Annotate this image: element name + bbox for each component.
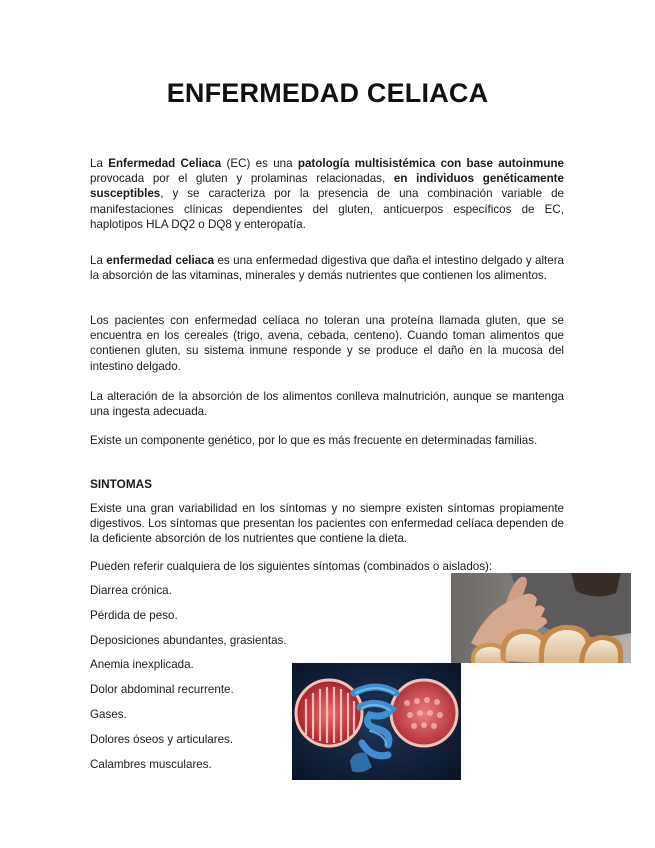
section-heading-sintomas: SINTOMAS bbox=[90, 477, 153, 491]
list-item: Deposiciones abundantes, grasientas. bbox=[90, 633, 287, 647]
list-item: Calambres musculares. bbox=[90, 757, 212, 771]
text-run: La bbox=[90, 254, 107, 267]
paragraph-digestive bbox=[90, 253, 564, 283]
list-item: Dolores óseos y articulares. bbox=[90, 732, 234, 746]
symptoms-list bbox=[90, 583, 287, 781]
list-item: Gases. bbox=[90, 707, 127, 721]
page-title: ENFERMEDAD CELIACA bbox=[166, 78, 489, 108]
intestine-illustration bbox=[292, 663, 461, 780]
text-run: La bbox=[90, 157, 109, 170]
bold-term: en individuos genéticamente susceptibles bbox=[90, 172, 564, 201]
text-run: es una enfermedad digestiva que daña el intestino delgado y altera la absorción de las vitaminas, minerales y demás nutrientes que contienen los alimentos. bbox=[90, 254, 565, 283]
list-item: Dolor abdominal recurrente. bbox=[90, 683, 234, 697]
list-item: Diarrea crónica. bbox=[90, 584, 172, 597]
text-run: , y se caracteriza por la presencia de una combinación variable de manifestaciones clínicas dependientes del gluten, anticuerpos específicos de EC, haplotipos HLA DQ2 o DQ8 y enteropatía. bbox=[90, 187, 564, 231]
bold-term: patología multisistémica con base autoinmune bbox=[297, 157, 564, 170]
paragraph-symptoms-lead: Pueden referir cualquiera de los siguientes síntomas (combinados o aislados): bbox=[90, 560, 493, 573]
bold-term: Enfermedad Celiaca bbox=[108, 157, 222, 170]
paragraph-malnutrition: La alteración de la absorción de los alimentos conlleva malnutrición, aunque se mantenga una ingesta adecuada. bbox=[90, 390, 564, 419]
list-item: Anemia inexplicada. bbox=[90, 658, 194, 672]
bold-term: enfermedad celiaca bbox=[106, 254, 215, 267]
list-item: Pérdida de peso. bbox=[90, 608, 178, 622]
paragraph-symptoms-intro: Existe una gran variabilidad en los síntomas y no siempre existen síntomas propiamente digestivos. Los síntomas que presentan los pacientes con enfermedad celíaca dependen de la deficiente absorción de los nutrientes que contiene la dieta. bbox=[90, 502, 564, 546]
paragraph-definition bbox=[90, 156, 564, 232]
paragraph-genetic: Existe un componente genético, por lo que es más frecuente en determinadas familias. bbox=[90, 434, 538, 447]
paragraph-gluten: Los pacientes con enfermedad celíaca no toleran una proteína llamada gluten, que se encuentra en los cereales (trigo, avena, cebada, centeno). Cuando toman alimentos que contienen gluten, su sistema inmune responde y se produce el daño en la mucosa del intestino delgado. bbox=[90, 314, 564, 373]
text-run: (EC) es una bbox=[221, 157, 298, 170]
hand-refusing-bread-image bbox=[451, 573, 631, 663]
text-run: provocada por el gluten y prolaminas relacionadas, bbox=[90, 172, 394, 186]
